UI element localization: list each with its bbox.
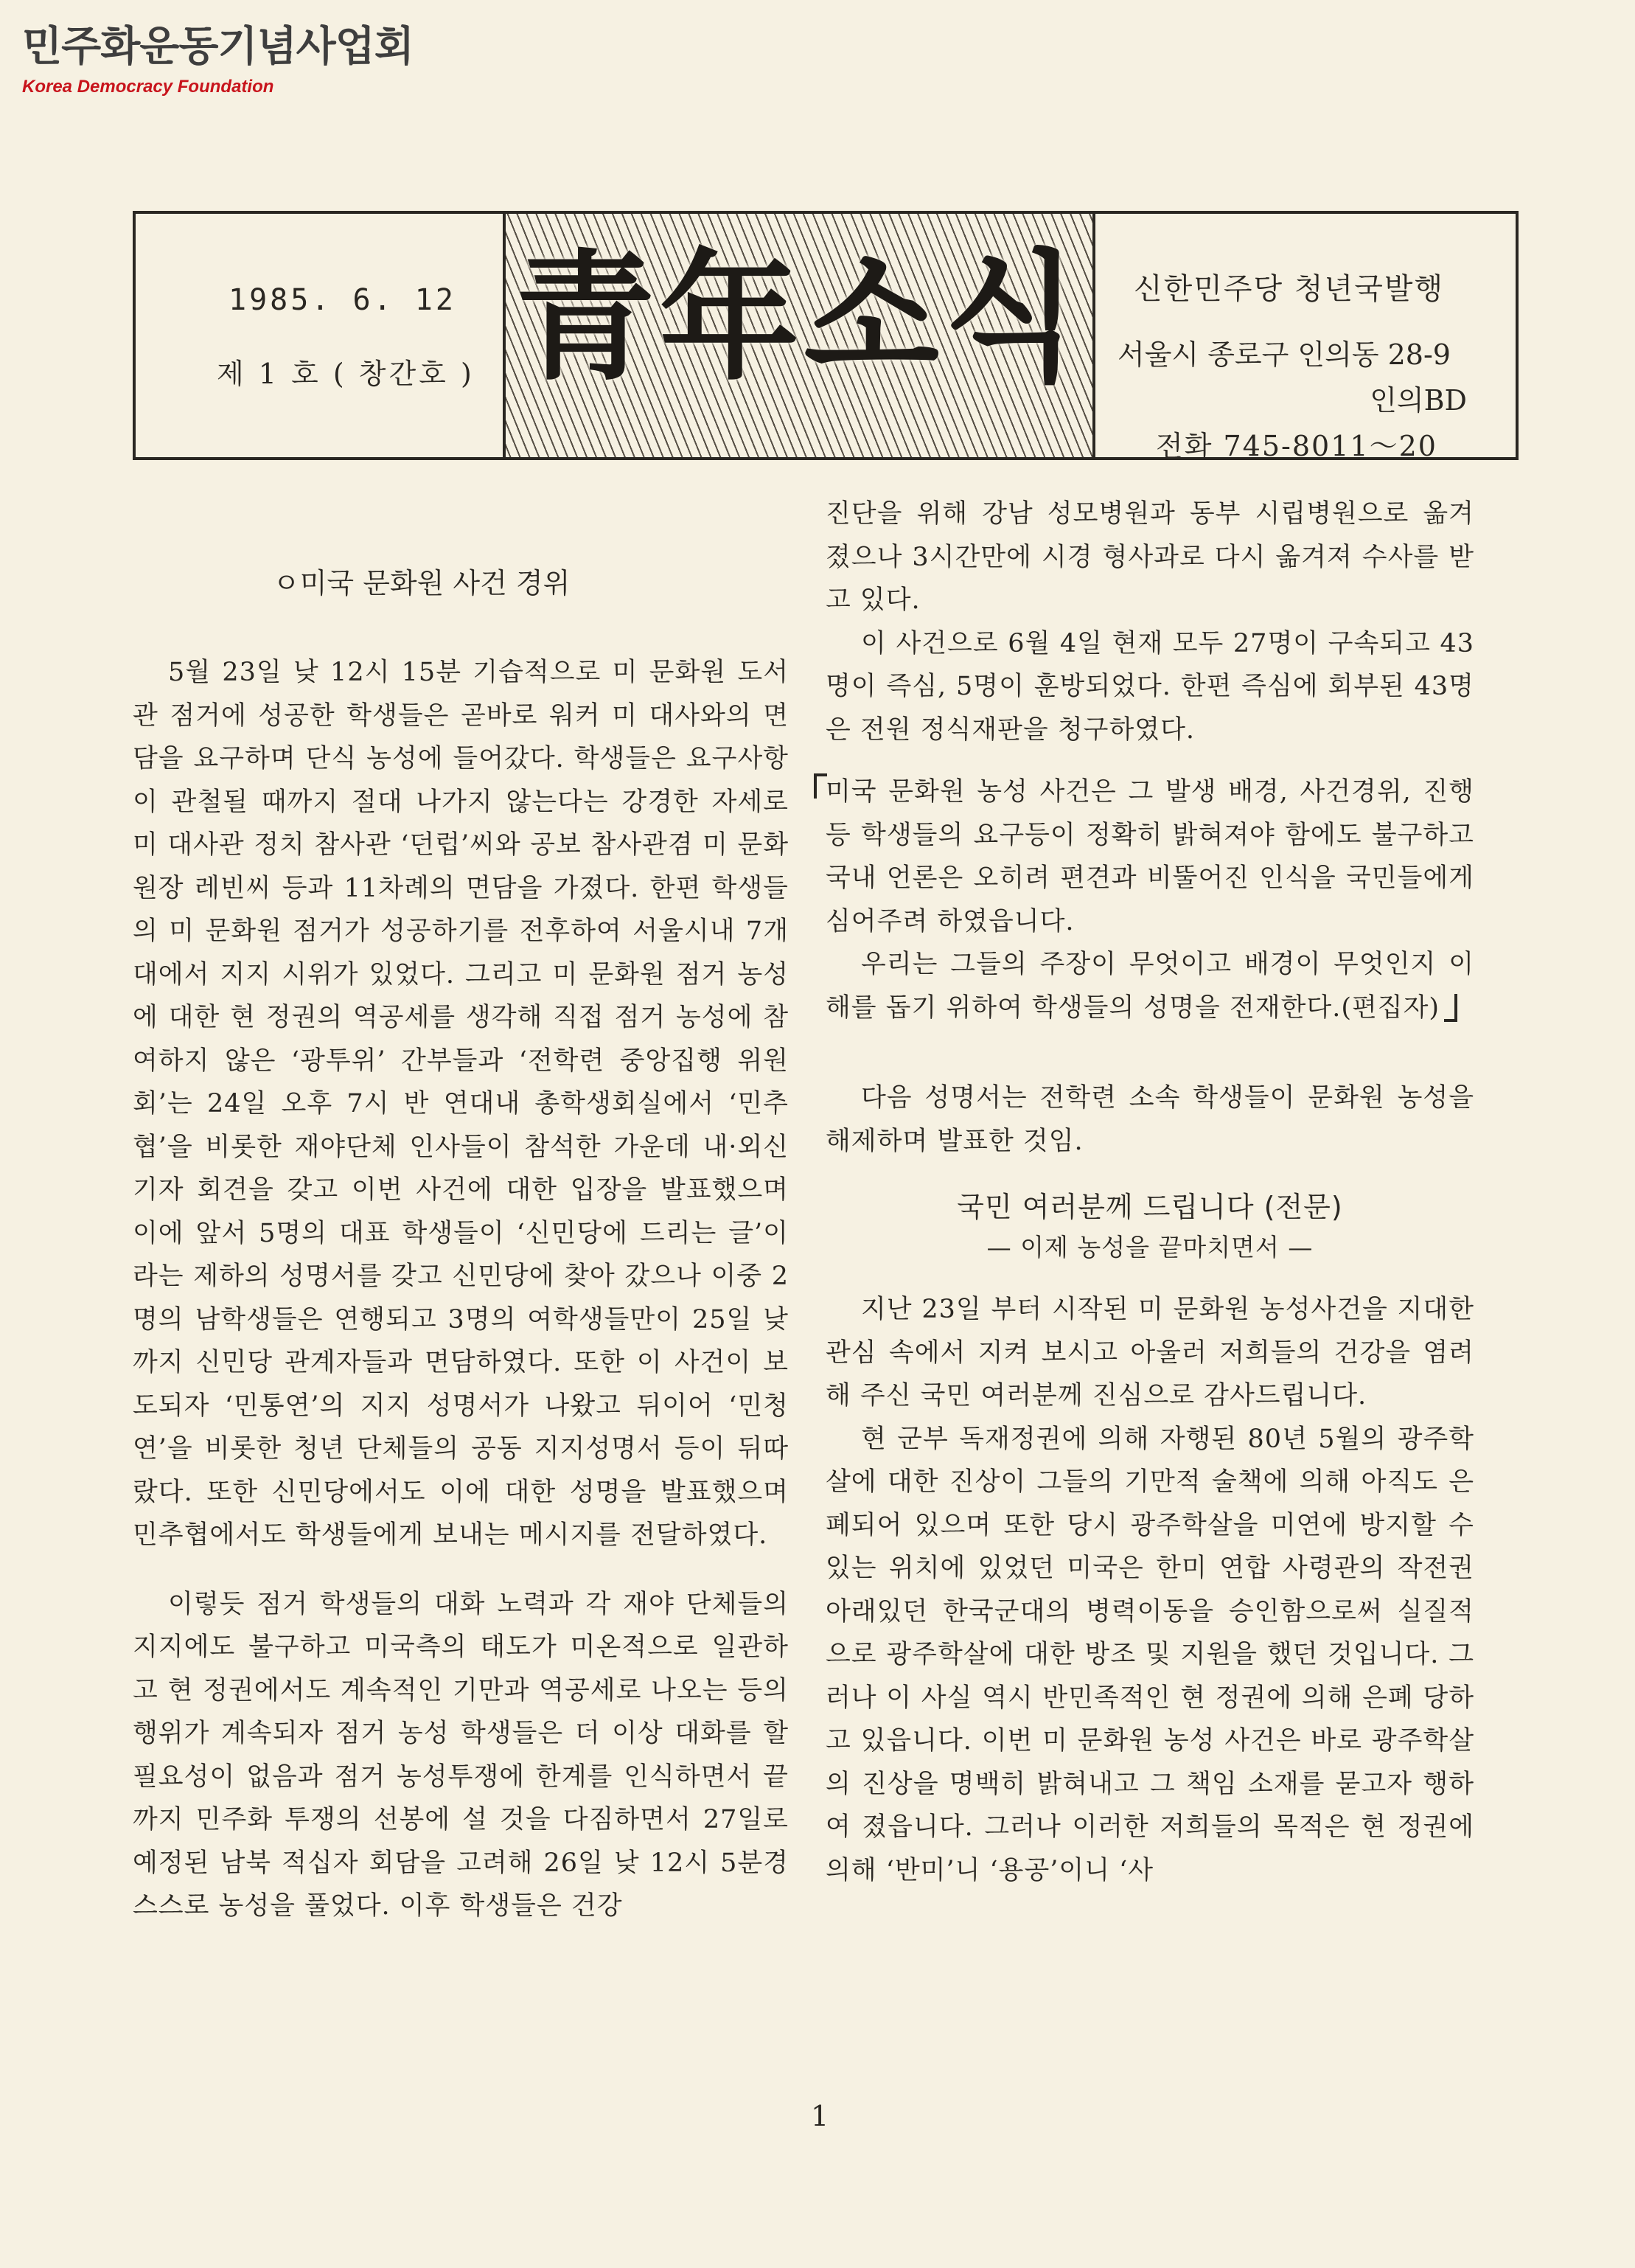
editor-note — [826, 771, 1474, 1029]
statement-paragraph-2: 현 군부 독재정권에 의해 자행된 80년 5월의 광주학살에 대한 진상이 그들의 기만적 술책에 의해 아직도 은폐되어 있으며 또한 당시 광주학살을 미연에 방지할 수 있는 위치에 있었던 미국은 한미 연합 사령관의 작전권 아래있던 한국군대의 병력이동을 승인함으로써 실질적으로 광주학살에 대한 방조 및 지원을 했던 것입니다. 그러나 이 사실 역시 반민족적인 현 정권에 의해 은폐 당하고 있읍니다. 이번 미 문화원 농성 사건은 바로 광주학살의 진상을 명백히 밝혀내고 그 책임 소재를 묻고자 행하여 졌읍니다. 그러나 이러한 저희들의 목적은 현 정권에 의해 ‘반미’니 ‘용공’이니 ‘사 — [826, 1424, 1474, 1885]
statement-title: 국민 여러분께 드립니다 (전문) — [957, 1191, 1343, 1223]
editor-note-1: 미국 문화원 농성 사건은 그 발생 배경, 사건경위, 진행등 학생들의 요구등이 정확히 밝혀져야 함에도 불구하고 국내 언론은 오히려 편견과 비뚤어진 인식을 국민들에게 심어주려 하였읍니다. — [826, 777, 1474, 936]
left-paragraph-2: 이렇듯 점거 학생들의 대화 노력과 각 재야 단체들의 지지에도 불구하고 미국측의 태도가 미온적으로 일관하고 현 정권에서도 계속적인 기만과 역공세로 나오는 등의 행위가 계속되자 점거 농성 학생들은 더 이상 대화를 할 필요성이 없음과 점거 농성투쟁에 한계를 인식하면서 끝까지 민주화 투쟁의 선봉에 설 것을 다짐하면서 27일로 예정된 남북 적십자 회담을 고려해 26일 낮 12시 5분경 스스로 농성을 풀었다. 이후 학생들은 건강 — [133, 1589, 789, 1921]
building: 인의BD — [1370, 384, 1467, 417]
right-continuation: 진단을 위해 강남 성모병원과 동부 시립병원으로 옮겨 졌으나 3시간만에 시경 형사과로 다시 옮겨져 수사를 받고 있다. — [826, 499, 1474, 615]
issue-number: 제 1 호 ( 창간호 ) — [217, 358, 475, 390]
foundation-name-en: Korea Democracy Foundation — [22, 77, 274, 97]
left-paragraph-1: 5월 23일 낮 12시 15분 기습적으로 미 문화원 도서관 점거에 성공한 학생들은 곧바로 워커 미 대사와의 면담을 요구하며 단식 농성에 들어갔다. 학생들은 요구사항이 관철될 때까지 절대 나가지 않는다는 강경한 자세로 미 대사관 정치 참사관 ‘던럽’씨와 공보 참사관겸 미 문화원장 레빈씨 등과 11차례의 면담을 가졌다. 한편 학생들의 미 문화원 점거가 성공하기를 전후하여 서울시내 7개 대에서 지지 시위가 있었다. 그리고 미 문화원 점거 농성에 대한 현 정권의 역공세를 생각해 직접 점거 농성에 참여하지 않은 ‘광투위’ 간부들과 ‘전학련 중앙집행 위원회’는 24일 오후 7시 반 연대내 총학생회실에서 ‘민추협’을 비롯한 재야단체 인사들이 참석한 가운데 내·외신 기자 회견을 갖고 이번 사건에 대한 입장을 발표했으며 이에 앞서 5명의 대표 학생들이 ‘신민당에 드리는 글’이라는 제하의 성명서를 갖고 신민당에 찾아 갔으나 이중 2명의 남학생들은 연행되고 3명의 여학생들만이 25일 낮까지 신민당 관계자들과 면담하였다. 또한 이 사건이 보도되자 ‘민통연’의 지지 성명서가 나왔고 뒤이어 ‘민청연’을 비롯한 청년 단체들의 공동 지지성명서 등이 뒤따랐다. 또한 신민당에서도 이에 대한 성명을 발표했으며 민추협에서도 학생들에게 보내는 메시지를 전달하였다. — [133, 658, 789, 1550]
masthead-publisher-box — [1095, 214, 1516, 462]
publisher: 신한민주당 청년국발행 — [1134, 272, 1445, 306]
right-stats: 이 사건으로 6월 4일 현재 모두 27명이 구속되고 43명이 즉심, 5명이 훈방되었다. 한편 즉심에 회부된 43명은 전원 정식재판을 청구하였다. — [826, 628, 1474, 745]
masthead-issue-box — [136, 214, 506, 457]
bracket-open — [814, 773, 827, 799]
statement-intro: 다음 성명서는 전학련 소속 학생들이 문화원 농성을 해제하며 발표한 것임. — [826, 1083, 1474, 1156]
foundation-name-ko: 민주화운동기념사업회 — [22, 23, 414, 71]
foundation-logo — [22, 23, 414, 97]
left-column — [133, 625, 789, 1954]
bracket-close — [1444, 994, 1457, 1022]
address: 서울시 종로구 인의동 28-9 — [1118, 338, 1451, 371]
masthead-title-box — [506, 214, 1095, 457]
newsletter-title: 青年소식 — [515, 235, 1084, 400]
editor-note-2: 우리는 그들의 주장이 무엇이고 배경이 무엇인지 이해를 돕기 위하여 학생들의 성명을 전재한다.(편집자) — [826, 950, 1474, 1023]
left-column-heading: ㅇ미국 문화원 사건 경위 — [273, 567, 571, 599]
masthead — [133, 211, 1519, 460]
issue-date: 1985. 6. 12 — [229, 283, 456, 317]
phone: 전화 745-8011～20 — [1156, 430, 1437, 462]
statement-paragraph-1: 지난 23일 부터 시작된 미 문화원 농성사건을 지대한 관심 속에서 지켜 보시고 아울러 저희들의 건강을 염려해 주신 국민 여러분께 진심으로 감사드립니다. — [826, 1295, 1474, 1410]
page-number: 1 — [811, 2100, 829, 2132]
right-column — [826, 493, 1474, 1892]
statement-subtitle: — 이제 농성을 끝마치면서 — — [986, 1233, 1314, 1262]
